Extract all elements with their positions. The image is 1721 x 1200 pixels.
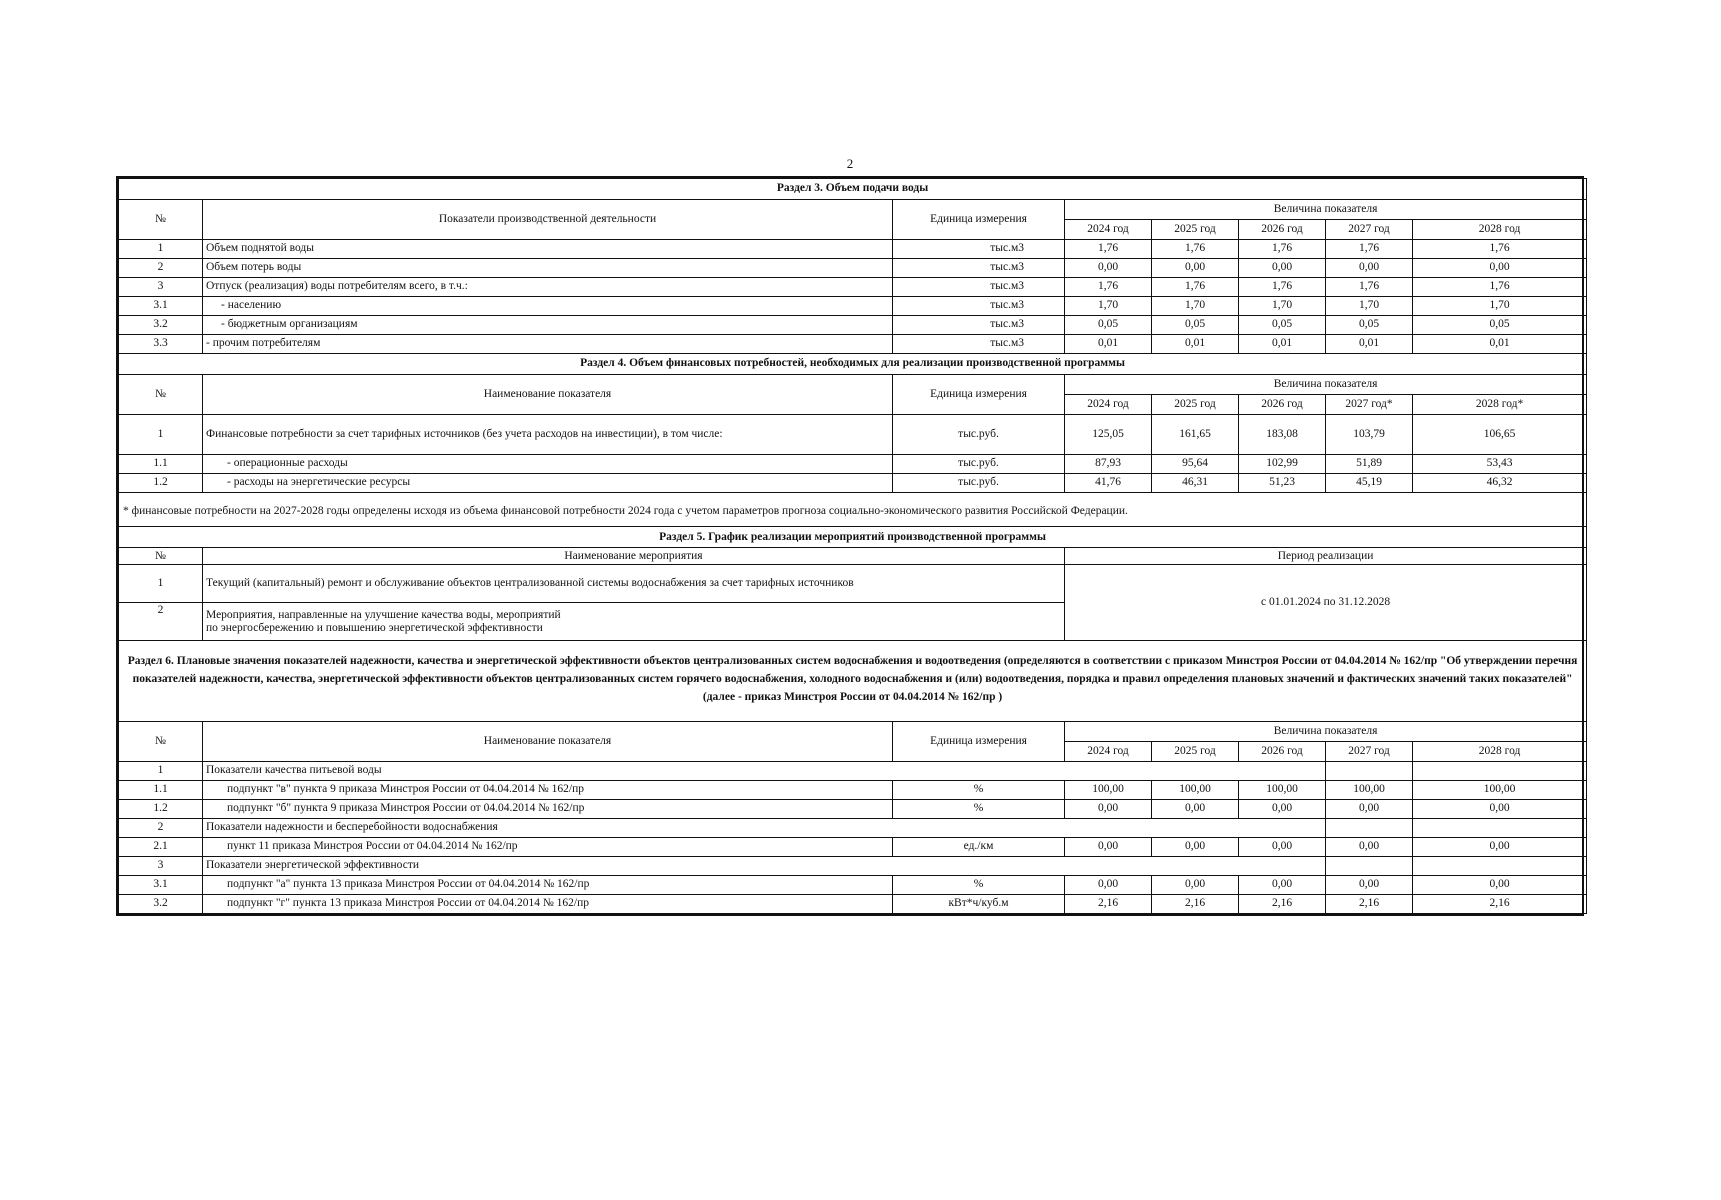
table-row bbox=[119, 316, 1587, 335]
section4-head-no: № bbox=[119, 375, 203, 415]
year-header: 2024 год bbox=[1065, 220, 1152, 240]
value-cell: 0,00 bbox=[1239, 259, 1326, 278]
row-name: подпункт "г" пункта 13 приказа Минстроя России от 04.04.2014 № 162/пр bbox=[203, 894, 893, 913]
row-number: 2.1 bbox=[119, 837, 203, 856]
table-row bbox=[119, 780, 1587, 799]
document-table-frame bbox=[116, 176, 1584, 916]
year-header: 2027 год bbox=[1326, 741, 1413, 761]
section4-header-row bbox=[119, 375, 1587, 395]
group-name: Показатели качества питьевой воды bbox=[203, 761, 1326, 780]
row-name: подпункт "в" пункта 9 приказа Минстроя России от 04.04.2014 № 162/пр bbox=[203, 780, 893, 799]
value-cell: 2,16 bbox=[1239, 894, 1326, 913]
row-unit: кВт*ч/куб.м bbox=[893, 894, 1065, 913]
value-cell: 2,16 bbox=[1326, 894, 1413, 913]
value-cell: 100,00 bbox=[1152, 780, 1239, 799]
row-name: - бюджетным организациям bbox=[203, 316, 893, 335]
value-cell: 0,00 bbox=[1065, 259, 1152, 278]
value-cell: 125,05 bbox=[1065, 415, 1152, 455]
row-number: 3 bbox=[119, 278, 203, 297]
year-header: 2028 год bbox=[1413, 220, 1587, 240]
value-cell: 2,16 bbox=[1065, 894, 1152, 913]
table-row bbox=[119, 799, 1587, 818]
empty-cell bbox=[1413, 761, 1587, 780]
group-row bbox=[119, 761, 1587, 780]
section6-head-unit: Единица измерения bbox=[893, 721, 1065, 761]
row-number: 3.2 bbox=[119, 894, 203, 913]
value-cell: 0,00 bbox=[1326, 875, 1413, 894]
value-cell: 1,76 bbox=[1413, 240, 1587, 259]
value-cell: 1,70 bbox=[1065, 297, 1152, 316]
value-cell: 0,00 bbox=[1065, 837, 1152, 856]
section4-footnote: * финансовые потребности на 2027-2028 годы определены исходя из объема финансовой потребности 2024 года с учетом параметров прогноза социально-экономического развития Российской Федерации. bbox=[119, 493, 1587, 527]
value-cell: 0,00 bbox=[1152, 799, 1239, 818]
value-cell: 45,19 bbox=[1326, 474, 1413, 493]
value-cell: 0,01 bbox=[1413, 335, 1587, 354]
value-cell: 0,00 bbox=[1239, 875, 1326, 894]
value-cell: 1,70 bbox=[1413, 297, 1587, 316]
value-cell: 0,00 bbox=[1152, 875, 1239, 894]
value-cell: 0,05 bbox=[1239, 316, 1326, 335]
row-name: - прочим потребителям bbox=[203, 335, 893, 354]
value-cell: 1,70 bbox=[1239, 297, 1326, 316]
row-unit: тыс.руб. bbox=[893, 474, 1065, 493]
row-name: Отпуск (реализация) воды потребителям всего, в т.ч.: bbox=[203, 278, 893, 297]
table-row bbox=[119, 894, 1587, 913]
year-header: 2027 год* bbox=[1326, 395, 1413, 415]
value-cell: 41,76 bbox=[1065, 474, 1152, 493]
section3-head-value: Величина показателя bbox=[1065, 200, 1587, 220]
row-number: 3.1 bbox=[119, 875, 203, 894]
value-cell: 100,00 bbox=[1413, 780, 1587, 799]
value-cell: 46,32 bbox=[1413, 474, 1587, 493]
year-header: 2028 год* bbox=[1413, 395, 1587, 415]
row-unit: тыс.руб. bbox=[893, 455, 1065, 474]
value-cell: 1,76 bbox=[1326, 240, 1413, 259]
row-unit: ед./км bbox=[893, 837, 1065, 856]
value-cell: 1,76 bbox=[1152, 278, 1239, 297]
value-cell: 1,76 bbox=[1065, 278, 1152, 297]
table-row bbox=[119, 875, 1587, 894]
row-name: Объем поднятой воды bbox=[203, 240, 893, 259]
year-header: 2025 год bbox=[1152, 741, 1239, 761]
value-cell: 0,00 bbox=[1413, 259, 1587, 278]
value-cell: 87,93 bbox=[1065, 455, 1152, 474]
group-number: 2 bbox=[119, 818, 203, 837]
row-number: 3.2 bbox=[119, 316, 203, 335]
value-cell: 106,65 bbox=[1413, 415, 1587, 455]
value-cell: 100,00 bbox=[1239, 780, 1326, 799]
value-cell: 1,76 bbox=[1413, 278, 1587, 297]
row-name: подпункт "б" пункта 9 приказа Минстроя России от 04.04.2014 № 162/пр bbox=[203, 799, 893, 818]
value-cell: 2,16 bbox=[1413, 894, 1587, 913]
year-header: 2024 год bbox=[1065, 395, 1152, 415]
value-cell: 1,70 bbox=[1152, 297, 1239, 316]
row-name: подпункт "а" пункта 13 приказа Минстроя России от 04.04.2014 № 162/пр bbox=[203, 875, 893, 894]
row-name-line: по энергосбережению и повышению энергетической эффективности bbox=[206, 621, 543, 634]
section6-title: Раздел 6. Плановые значения показателей надежности, качества и энергетической эффективности объектов централизованных систем водоснабжения и водоотведения (определяются в соответствии с приказом Минстроя России от 04.04.2014 № 162/пр "Об утверждении перечня показателей надежности, качества, энергетической эффективности объектов централизованных систем горячего водоснабжения, холодного водоснабжения и (или) водоотведения, порядка и правил определения плановых значений и фактических значений таких показателей" (далее - приказ Минстроя России от 04.04.2014 № 162/пр ) bbox=[119, 641, 1587, 721]
section5-header-row bbox=[119, 548, 1587, 565]
value-cell: 103,79 bbox=[1326, 415, 1413, 455]
section5-title-row bbox=[119, 527, 1587, 548]
value-cell: 0,00 bbox=[1152, 837, 1239, 856]
row-number: 1.1 bbox=[119, 780, 203, 799]
section6-head-value: Величина показателя bbox=[1065, 721, 1587, 741]
value-cell: 0,00 bbox=[1413, 799, 1587, 818]
section3-title: Раздел 3. Объем подачи воды bbox=[119, 179, 1587, 200]
row-number: 2 bbox=[119, 259, 203, 278]
row-name: - расходы на энергетические ресурсы bbox=[203, 474, 893, 493]
year-header: 2026 год bbox=[1239, 741, 1326, 761]
group-row bbox=[119, 818, 1587, 837]
section5-head-period: Период реализации bbox=[1065, 548, 1587, 565]
row-name: Текущий (капитальный) ремонт и обслуживание объектов централизованной системы водоснабжения за счет тарифных источников bbox=[203, 565, 1065, 603]
main-table bbox=[118, 178, 1587, 914]
group-row bbox=[119, 856, 1587, 875]
table-row bbox=[119, 297, 1587, 316]
value-cell: 1,76 bbox=[1239, 240, 1326, 259]
section6-title-row bbox=[119, 641, 1587, 721]
section6-head-name: Наименование показателя bbox=[203, 721, 893, 761]
row-unit: % bbox=[893, 799, 1065, 818]
table-row bbox=[119, 474, 1587, 493]
value-cell: 161,65 bbox=[1152, 415, 1239, 455]
year-header: 2028 год bbox=[1413, 741, 1587, 761]
value-cell: 0,00 bbox=[1326, 259, 1413, 278]
row-unit: % bbox=[893, 780, 1065, 799]
row-number: 1 bbox=[119, 240, 203, 259]
table-row bbox=[119, 240, 1587, 259]
value-cell: 0,01 bbox=[1326, 335, 1413, 354]
value-cell: 1,76 bbox=[1152, 240, 1239, 259]
section3-head-unit: Единица измерения bbox=[893, 200, 1065, 240]
year-header: 2024 год bbox=[1065, 741, 1152, 761]
value-cell: 46,31 bbox=[1152, 474, 1239, 493]
row-name-multiline bbox=[203, 603, 1065, 641]
row-number: 2 bbox=[119, 603, 203, 641]
value-cell: 95,64 bbox=[1152, 455, 1239, 474]
section4-note-row bbox=[119, 493, 1587, 527]
row-unit: тыс.м3 bbox=[893, 335, 1065, 354]
year-header: 2027 год bbox=[1326, 220, 1413, 240]
value-cell: 53,43 bbox=[1413, 455, 1587, 474]
empty-cell bbox=[1326, 761, 1413, 780]
year-header: 2025 год bbox=[1152, 395, 1239, 415]
section3-title-row bbox=[119, 179, 1587, 200]
row-name: Объем потерь воды bbox=[203, 259, 893, 278]
group-number: 3 bbox=[119, 856, 203, 875]
section5-head-name: Наименование мероприятия bbox=[203, 548, 1065, 565]
row-name: пункт 11 приказа Минстроя России от 04.04.2014 № 162/пр bbox=[203, 837, 893, 856]
section4-title-row bbox=[119, 354, 1587, 375]
value-cell: 0,05 bbox=[1326, 316, 1413, 335]
value-cell: 0,01 bbox=[1065, 335, 1152, 354]
section3-head-no: № bbox=[119, 200, 203, 240]
table-row bbox=[119, 455, 1587, 474]
row-number: 1 bbox=[119, 565, 203, 603]
value-cell: 1,70 bbox=[1326, 297, 1413, 316]
value-cell: 0,00 bbox=[1065, 875, 1152, 894]
value-cell: 100,00 bbox=[1326, 780, 1413, 799]
table-row bbox=[119, 278, 1587, 297]
section5-title: Раздел 5. График реализации мероприятий производственной программы bbox=[119, 527, 1587, 548]
row-name: - населению bbox=[203, 297, 893, 316]
section3-head-name: Показатели производственной деятельности bbox=[203, 200, 893, 240]
table-row bbox=[119, 335, 1587, 354]
group-name: Показатели надежности и бесперебойности водоснабжения bbox=[203, 818, 1326, 837]
row-number: 1.2 bbox=[119, 474, 203, 493]
empty-cell bbox=[1326, 856, 1413, 875]
section4-head-name: Наименование показателя bbox=[203, 375, 893, 415]
value-cell: 1,76 bbox=[1065, 240, 1152, 259]
table-row bbox=[119, 565, 1587, 603]
value-cell: 0,00 bbox=[1239, 837, 1326, 856]
table-row bbox=[119, 259, 1587, 278]
row-number: 1 bbox=[119, 415, 203, 455]
row-unit: тыс.м3 bbox=[893, 278, 1065, 297]
section3-header-row bbox=[119, 200, 1587, 220]
year-header: 2026 год bbox=[1239, 220, 1326, 240]
row-name: - операционные расходы bbox=[203, 455, 893, 474]
value-cell: 1,76 bbox=[1239, 278, 1326, 297]
table-row bbox=[119, 837, 1587, 856]
value-cell: 102,99 bbox=[1239, 455, 1326, 474]
value-cell: 0,01 bbox=[1152, 335, 1239, 354]
empty-cell bbox=[1413, 856, 1587, 875]
value-cell: 0,00 bbox=[1065, 799, 1152, 818]
value-cell: 0,00 bbox=[1326, 837, 1413, 856]
row-number: 1.2 bbox=[119, 799, 203, 818]
value-cell: 0,00 bbox=[1326, 799, 1413, 818]
year-header: 2026 год bbox=[1239, 395, 1326, 415]
value-cell: 2,16 bbox=[1152, 894, 1239, 913]
group-number: 1 bbox=[119, 761, 203, 780]
value-cell: 0,00 bbox=[1413, 837, 1587, 856]
row-number: 3.1 bbox=[119, 297, 203, 316]
section5-head-no: № bbox=[119, 548, 203, 565]
section4-title: Раздел 4. Объем финансовых потребностей, необходимых для реализации производственной программы bbox=[119, 354, 1587, 375]
section4-head-value: Величина показателя bbox=[1065, 375, 1587, 395]
value-cell: 183,08 bbox=[1239, 415, 1326, 455]
row-unit: тыс.м3 bbox=[893, 259, 1065, 278]
value-cell: 51,23 bbox=[1239, 474, 1326, 493]
value-cell: 100,00 bbox=[1065, 780, 1152, 799]
row-unit: тыс.м3 bbox=[893, 316, 1065, 335]
year-header: 2025 год bbox=[1152, 220, 1239, 240]
empty-cell bbox=[1326, 818, 1413, 837]
row-unit: тыс.руб. bbox=[893, 415, 1065, 455]
row-number: 1.1 bbox=[119, 455, 203, 474]
row-name: Финансовые потребности за счет тарифных источников (без учета расходов на инвестиции), в том числе: bbox=[203, 415, 893, 455]
page-number: 2 bbox=[846, 156, 854, 171]
value-cell: 1,76 bbox=[1326, 278, 1413, 297]
section6-header-row bbox=[119, 721, 1587, 741]
value-cell: 0,05 bbox=[1065, 316, 1152, 335]
implementation-period: с 01.01.2024 по 31.12.2028 bbox=[1065, 565, 1587, 641]
row-unit: % bbox=[893, 875, 1065, 894]
empty-cell bbox=[1413, 818, 1587, 837]
table-row bbox=[119, 415, 1587, 455]
group-name: Показатели энергетической эффективности bbox=[203, 856, 1326, 875]
value-cell: 0,05 bbox=[1413, 316, 1587, 335]
value-cell: 0,01 bbox=[1239, 335, 1326, 354]
value-cell: 0,00 bbox=[1239, 799, 1326, 818]
row-unit: тыс.м3 bbox=[893, 240, 1065, 259]
row-name-line: Мероприятия, направленные на улучшение качества воды, мероприятий bbox=[206, 608, 561, 621]
row-number: 3.3 bbox=[119, 335, 203, 354]
value-cell: 0,00 bbox=[1413, 875, 1587, 894]
row-unit: тыс.м3 bbox=[893, 297, 1065, 316]
value-cell: 0,00 bbox=[1152, 259, 1239, 278]
value-cell: 0,05 bbox=[1152, 316, 1239, 335]
section4-head-unit: Единица измерения bbox=[893, 375, 1065, 415]
section6-head-no: № bbox=[119, 721, 203, 761]
value-cell: 51,89 bbox=[1326, 455, 1413, 474]
